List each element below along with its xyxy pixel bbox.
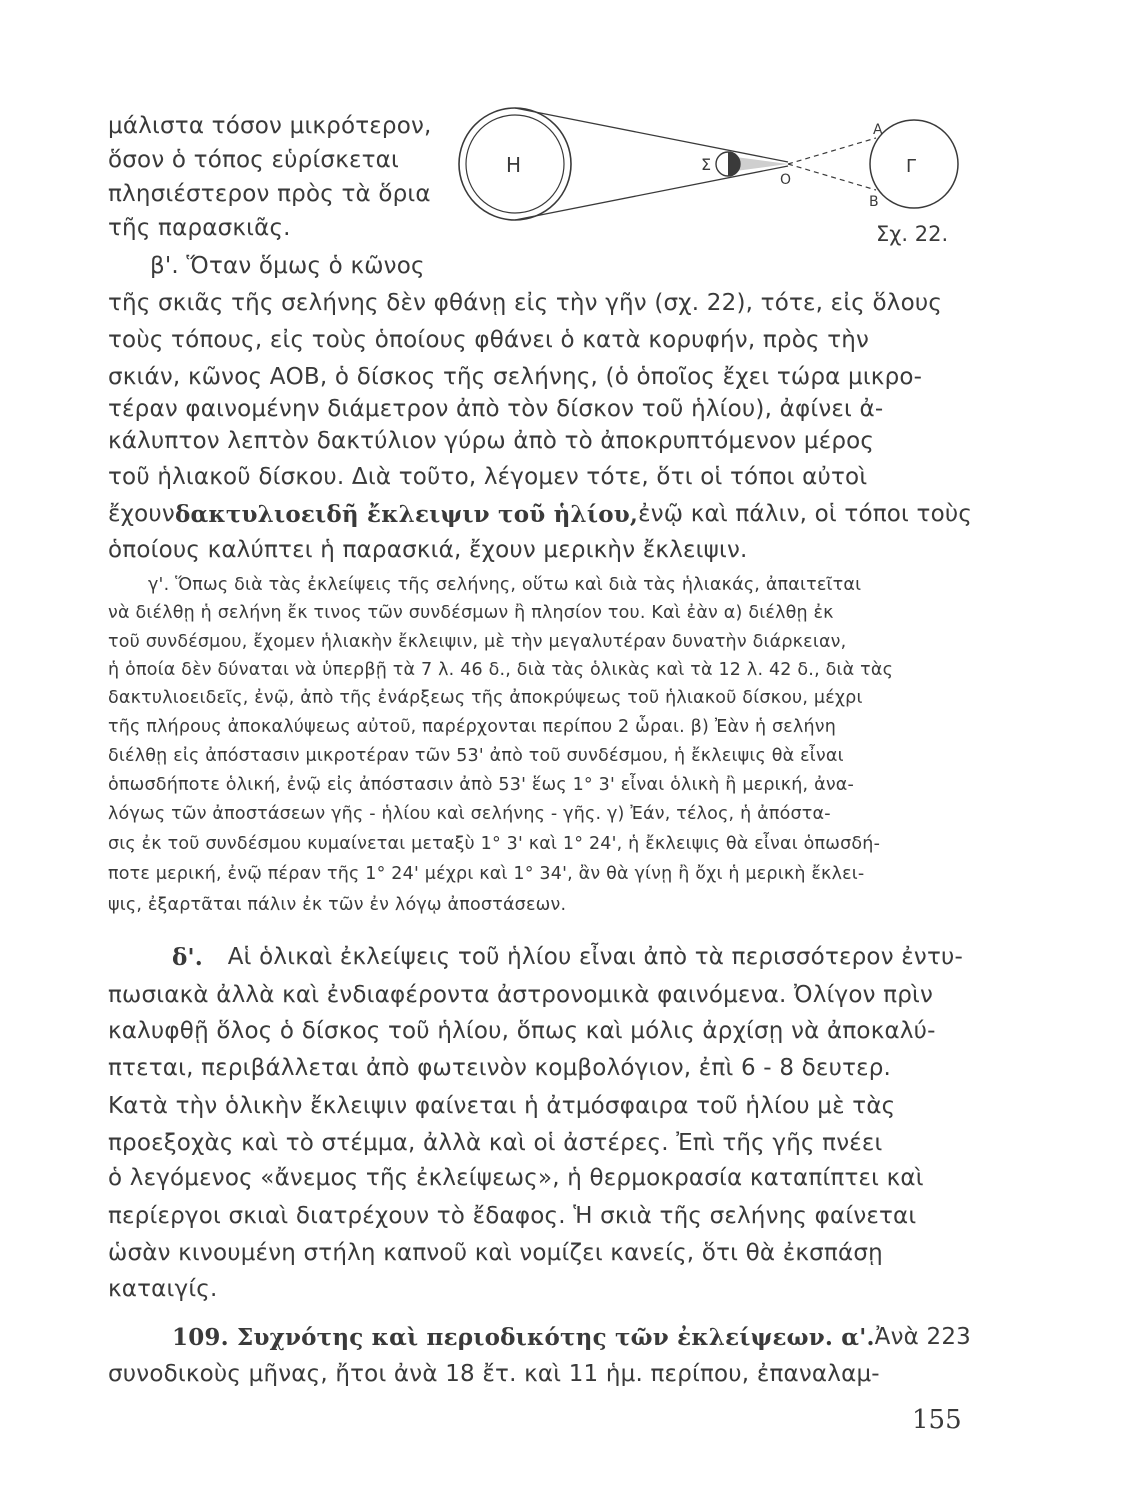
text-fragment: Αἱ ὁλικαὶ ἐκλείψεις τοῦ ἡλίου εἶναι ἀπὸ τὰ περισσότερον ἐντυ-: [227, 944, 963, 970]
label-moon: Σ: [701, 155, 712, 174]
text-line: ὁποίους καλύπτει ἡ παρασκιά, ἔχουν μερικὴν ἔκλειψιν.: [108, 537, 748, 563]
text-fragment: ἔχουν: [108, 501, 175, 527]
small-text-line: τῆς πλήρους ἀποκαλύψεως αὐτοῦ, παρέρχονται περίπου 2 ὧραι. β) Ἐὰν ἡ σελήνη: [108, 717, 837, 737]
small-text-line: σις ἐκ τοῦ συνδέσμου κυμαίνεται μεταξὺ 1° 3' καὶ 1° 24', ἡ ἔκλειψις θὰ εἶναι ὁπωσδή-: [108, 834, 881, 854]
label-a: Α: [873, 122, 883, 138]
term-annular-eclipse: δακτυλιοειδῆ ἔκλειψιν τοῦ ἡλίου,: [174, 501, 639, 528]
text-line: Κατὰ τὴν ὁλικὴν ἔκλειψιν φαίνεται ἡ ἀτμόσφαιρα τοῦ ἡλίου μὲ τὰς: [108, 1093, 896, 1119]
text-fragment: ἐνῷ καὶ πάλιν, οἱ τόποι τοὺς: [638, 501, 973, 527]
small-text-line: διέλθῃ εἰς ἀπόστασιν μικροτέραν τῶν 53' ἀπὸ τοῦ συνδέσμου, ἡ ἔκλειψις θὰ εἶναι: [108, 746, 844, 766]
small-text-line: ἡ ὁποία δὲν δύναται νὰ ὑπερβῇ τὰ 7 λ. 46 δ., διὰ τὰς ὁλικὰς καὶ τὰ 12 λ. 42 δ., διὰ τὰς: [108, 660, 894, 680]
text-line: τῆς σκιᾶς τῆς σελήνης δὲν φθάνῃ εἰς τὴν γῆν (σχ. 22), τότε, εἰς ὅλους: [108, 290, 943, 316]
small-text-line: γ'. Ὅπως διὰ τὰς ἐκλείψεις τῆς σελήνης, οὕτω καὶ διὰ τὰς ἡλιακάς, ἀπαιτεῖται: [148, 575, 862, 595]
text-line: τέραν φαινομένην διάμετρον ἀπὸ τὸν δίσκον τοῦ ἡλίου), ἀφίνει ἀ-: [108, 396, 884, 422]
label-b: Β: [869, 194, 879, 210]
text-line: συνοδικοὺς μῆνας, ἤτοι ἀνὰ 18 ἔτ. καὶ 11 ἡμ. περίπου, ἐπαναλαμ-: [108, 1361, 880, 1387]
section-label: δ'.: [172, 944, 203, 971]
text-line: [108, 501, 973, 528]
label-earth: Γ: [906, 156, 917, 177]
section-heading-line: [172, 1324, 972, 1351]
small-text-line: λόγως τῶν ἀποστάσεων γῆς - ἡλίου καὶ σελήνης - γῆς. γ) Ἐάν, τέλος, ἡ ἀπόστα-: [108, 804, 831, 824]
figure-caption: Σχ. 22.: [876, 222, 949, 246]
text-line: πωσιακὰ ἀλλὰ καὶ ἐνδιαφέροντα ἀστρονομικὰ φαινόμενα. Ὀλίγον πρὶν: [108, 982, 934, 1008]
text-line: σκιάν, κῶνος ΑΟΒ, ὁ δίσκος τῆς σελήνης, (ὁ ὁποῖος ἔχει τώρα μικρο-: [108, 364, 923, 390]
text-line: τοῦ ἡλιακοῦ δίσκου. Διὰ τοῦτο, λέγομεν τότε, ὅτι οἱ τόποι αὐτοὶ: [108, 464, 868, 490]
text-line: β'. Ὅταν ὅμως ὁ κῶνος: [150, 253, 425, 279]
text-line: κάλυπτον λεπτὸν δακτύλιον γύρω ἀπὸ τὸ ἀποκρυπτόμενον μέρος: [108, 428, 875, 454]
text-line: καλυφθῇ ὅλος ὁ δίσκος τοῦ ἡλίου, ὅπως καὶ μόλις ἀρχίσῃ νὰ ἀποκαλύ-: [108, 1018, 936, 1044]
label-sun: Η: [506, 153, 522, 177]
label-vertex: Ο: [780, 172, 792, 188]
text-line: ὡσὰν κινουμένη στήλη καπνοῦ καὶ νομίζει κανείς, ὅτι θὰ ἐκσπάσῃ: [108, 1240, 883, 1266]
small-text-line: δακτυλιοειδεῖς, ἐνῷ, ἀπὸ τῆς ἐνάρξεως τῆς ἀποκρύψεως τοῦ ἡλιακοῦ δίσκου, μέχρι: [108, 688, 863, 708]
text-line: [172, 944, 963, 971]
small-text-line: ψις, ἐξαρτᾶται πάλιν ἐκ τῶν ἐν λόγῳ ἀποστάσεων.: [108, 895, 567, 915]
text-line: ὁ λεγόμενος «ἄνεμος τῆς ἐκλείψεως», ἡ θερμοκρασία καταπίπτει καὶ: [108, 1165, 924, 1191]
text-line: τοὺς τόπους, εἰς τοὺς ὁποίους φθάνει ὁ κατὰ κορυφήν, πρὸς τὴν: [108, 327, 870, 353]
small-text-line: ποτε μερική, ἐνῷ πέραν τῆς 1° 24' μέχρι καὶ 1° 34', ἂν θὰ γίνῃ ἢ ὄχι ἡ μερικὴ ἔκλει-: [108, 864, 865, 884]
small-text-line: ὁπωσδήποτε ὁλική, ἐνῷ εἰς ἀπόστασιν ἀπὸ 53' ἕως 1° 3' εἶναι ὁλικὴ ἢ μερική, ἀνα-: [108, 775, 855, 795]
text-line: προεξοχὰς καὶ τὸ στέμμα, ἀλλὰ καὶ οἱ ἀστέρες. Ἐπὶ τῆς γῆς πνέει: [108, 1130, 883, 1156]
section-heading: 109. Συχνότης καὶ περιοδικότης τῶν ἐκλείψεων. α'.: [172, 1324, 875, 1351]
text-line: ὅσον ὁ τόπος εὑρίσκεται: [108, 147, 399, 173]
text-line: τῆς παρασκιᾶς.: [108, 215, 291, 241]
text-fragment: Ἀνὰ 223: [874, 1324, 972, 1350]
text-line: μάλιστα τόσον μικρότερον,: [108, 113, 432, 139]
small-text-line: νὰ διέλθῃ ἡ σελήνη ἔκ τινος τῶν συνδέσμων ἢ πλησίον του. Καὶ ἐὰν α) διέλθῃ ἐκ: [108, 603, 834, 623]
text-line: περίεργοι σκιαὶ διατρέχουν τὸ ἔδαφος. Ἡ σκιὰ τῆς σελήνης φαίνεται: [108, 1203, 917, 1229]
text-line: πλησιέστερον πρὸς τὰ ὅρια: [108, 181, 431, 207]
small-text-line: τοῦ συνδέσμου, ἔχομεν ἡλιακὴν ἔκλειψιν, μὲ τὴν μεγαλυτέραν δυνατὴν διάρκειαν,: [108, 632, 847, 652]
text-line: πτεται, περιβάλλεται ἀπὸ φωτεινὸν κομβολόγιον, ἐπὶ 6 - 8 δευτερ.: [108, 1055, 892, 1081]
text-line: καταιγίς.: [108, 1276, 218, 1302]
page-number: 155: [912, 1405, 962, 1435]
